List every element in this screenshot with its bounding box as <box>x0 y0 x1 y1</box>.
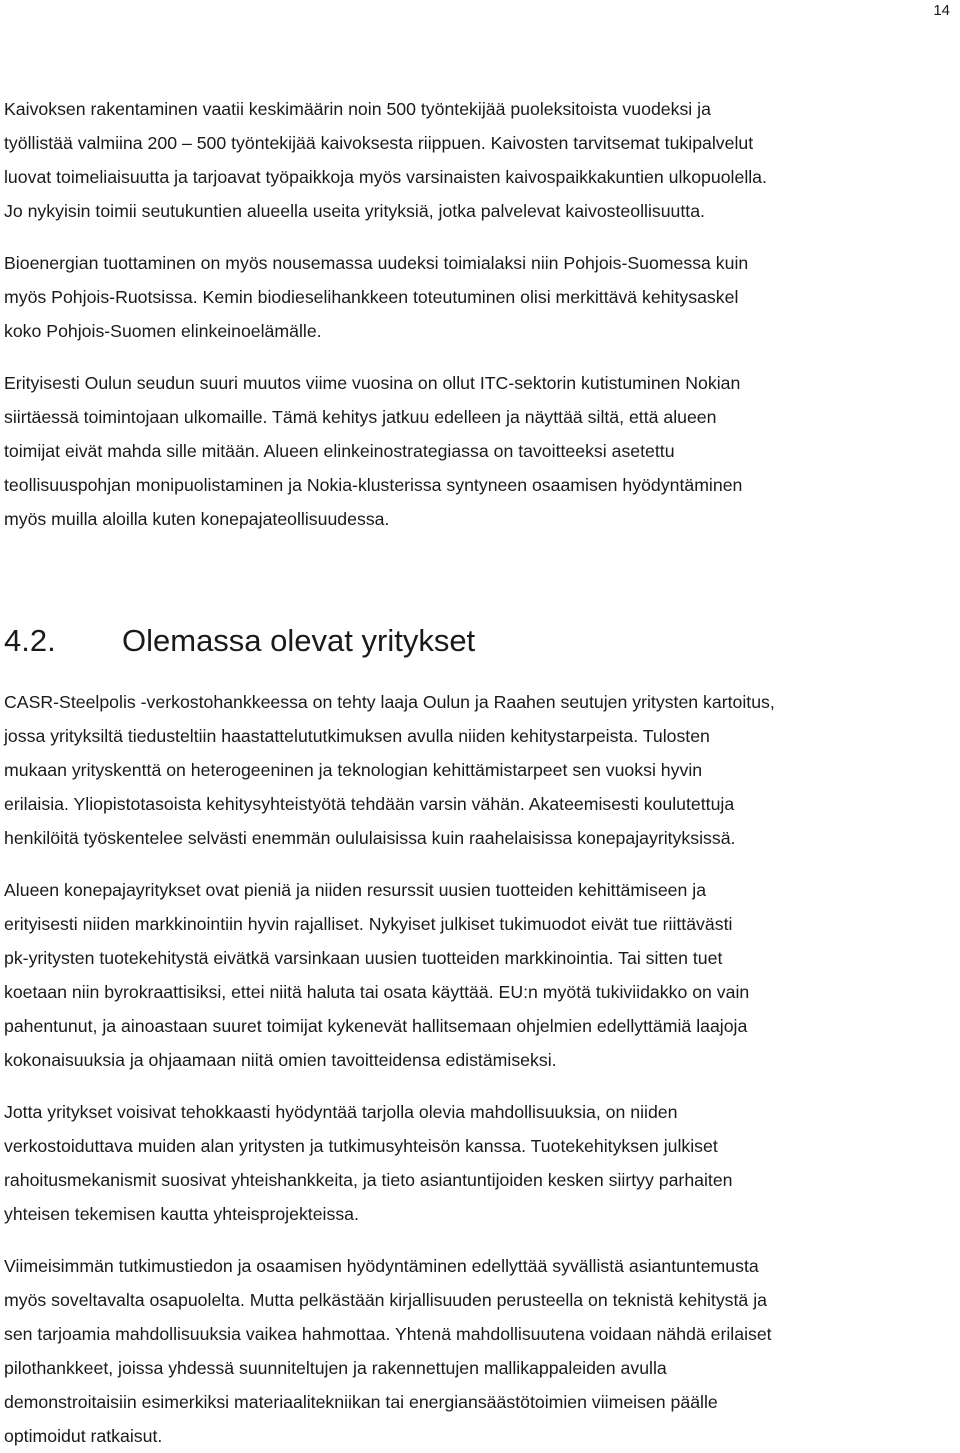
paragraph-casr-steelpolis: CASR-Steelpolis -verkostohankkeessa on tehty laaja Oulun ja Raahen seutujen yritysten kartoitus, jossa yrityksiltä tiedusteltiin haastattelututkimuksen avulla niiden kehitystarpeista. Tulosten mukaan yrityskenttä on heterogeeninen ja teknologian kehittämistarpeet sen vuoksi hyvin erilaisia. Yliopistotasoista kehitysyhteistyötä tehdään varsin vähän. Akateemisesti koulutettuja henkilöitä työskentelee selvästi enemmän oululaisissa kuin raahelaisissa konepajayrityksissä. <box>4 692 775 848</box>
section-title: Olemassa olevat yritykset <box>122 623 476 658</box>
paragraph-oulu-ict: Erityisesti Oulun seudun suuri muutos viime vuosina on ollut ITC-sektorin kutistuminen Nokian siirtäessä toimintojaan ulkomaille. Tämä kehitys jatkuu edelleen ja näyttää siltä, että alueen toimijat eivät mahda sille mitään. Alueen elinkeinostrategiassa on tavoitteeksi asetettu teollisuuspohjan monipuolistaminen ja Nokia-klusterissa syntyneen osaamisen hyödyntäminen myös muilla aloilla kuten konepajateollisuudessa. <box>4 373 743 529</box>
section-number: 4.2. <box>4 623 56 658</box>
document-body <box>4 92 954 1453</box>
paragraph-pilot-projects: Viimeisimmän tutkimustiedon ja osaamisen hyödyntäminen edellyttää syvällistä asiantuntemusta myös soveltavalta osapuolelta. Mutta pelkästään kirjallisuuden perusteella on teknistä kehitystä ja sen tarjoamia mahdollisuuksia vaikea hahmottaa. Yhtenä mahdollisuutena voidaan nähdä erilaiset pilothankkeet, joissa yhdessä suunniteltujen ja rakennettujen mallikappaleiden avulla demonstroitaisiin esimerkiksi materiaalitekniikan tai energiansäästötoimien viimeisen päälle optimoidut ratkaisut. <box>4 1256 772 1446</box>
section-heading <box>4 621 954 661</box>
paragraph-workshop-companies: Alueen konepajayritykset ovat pieniä ja niiden resurssit uusien tuotteiden kehittämiseen ja erityisesti niiden markkinointiin hyvin rajalliset. Nykyiset julkiset tukimuodot eivät tue riittävästi pk-yritysten tuotekehitystä eivätkä varsinkaan uusien tuotteiden markkinointia. Tai sitten tuet koetaan niin byrokraattisiksi, ettei niitä haluta tai osata käyttää. EU:n myötä tukiviidakko on vain pahentunut, ja ainoastaan suuret toimijat kykenevät hallitsemaan ohjelmien edellyttämiä laajoja kokonaisuuksia ja ohjaamaan niitä omien tavoitteidensa edistämiseksi. <box>4 880 750 1070</box>
page-number: 14 <box>933 2 950 19</box>
paragraph-networking: Jotta yritykset voisivat tehokkaasti hyödyntää tarjolla olevia mahdollisuuksia, on niiden verkostoiduttava muiden alan yritysten ja tutkimusyhteisön kanssa. Tuotekehityksen julkiset rahoitusmekanismit suosivat yhteishankkeita, ja tieto asiantuntijoiden kesken siirtyy parhaiten yhteisen tekemisen kautta yhteisprojekteissa. <box>4 1102 733 1224</box>
paragraph-bioenergy: Bioenergian tuottaminen on myös nousemassa uudeksi toimialaksi niin Pohjois-Suomessa kuin myös Pohjois-Ruotsissa. Kemin biodieselihankkeen toteutuminen olisi merkittävä kehitysaskel koko Pohjois-Suomen elinkeinoelämälle. <box>4 253 749 341</box>
paragraph-mining: Kaivoksen rakentaminen vaatii keskimäärin noin 500 työntekijää puoleksitoista vuodeksi ja työllistää valmiina 200 – 500 työntekijää kaivoksesta riippuen. Kaivosten tarvitsemat tukipalvelut luovat toimeliaisuutta ja tarjoavat työpaikkoja myös varsinaisten kaivospaikkakuntien ulkopuolella. Jo nykyisin toimii seutukuntien alueella useita yrityksiä, jotka palvelevat kaivosteollisuutta. <box>4 99 767 221</box>
